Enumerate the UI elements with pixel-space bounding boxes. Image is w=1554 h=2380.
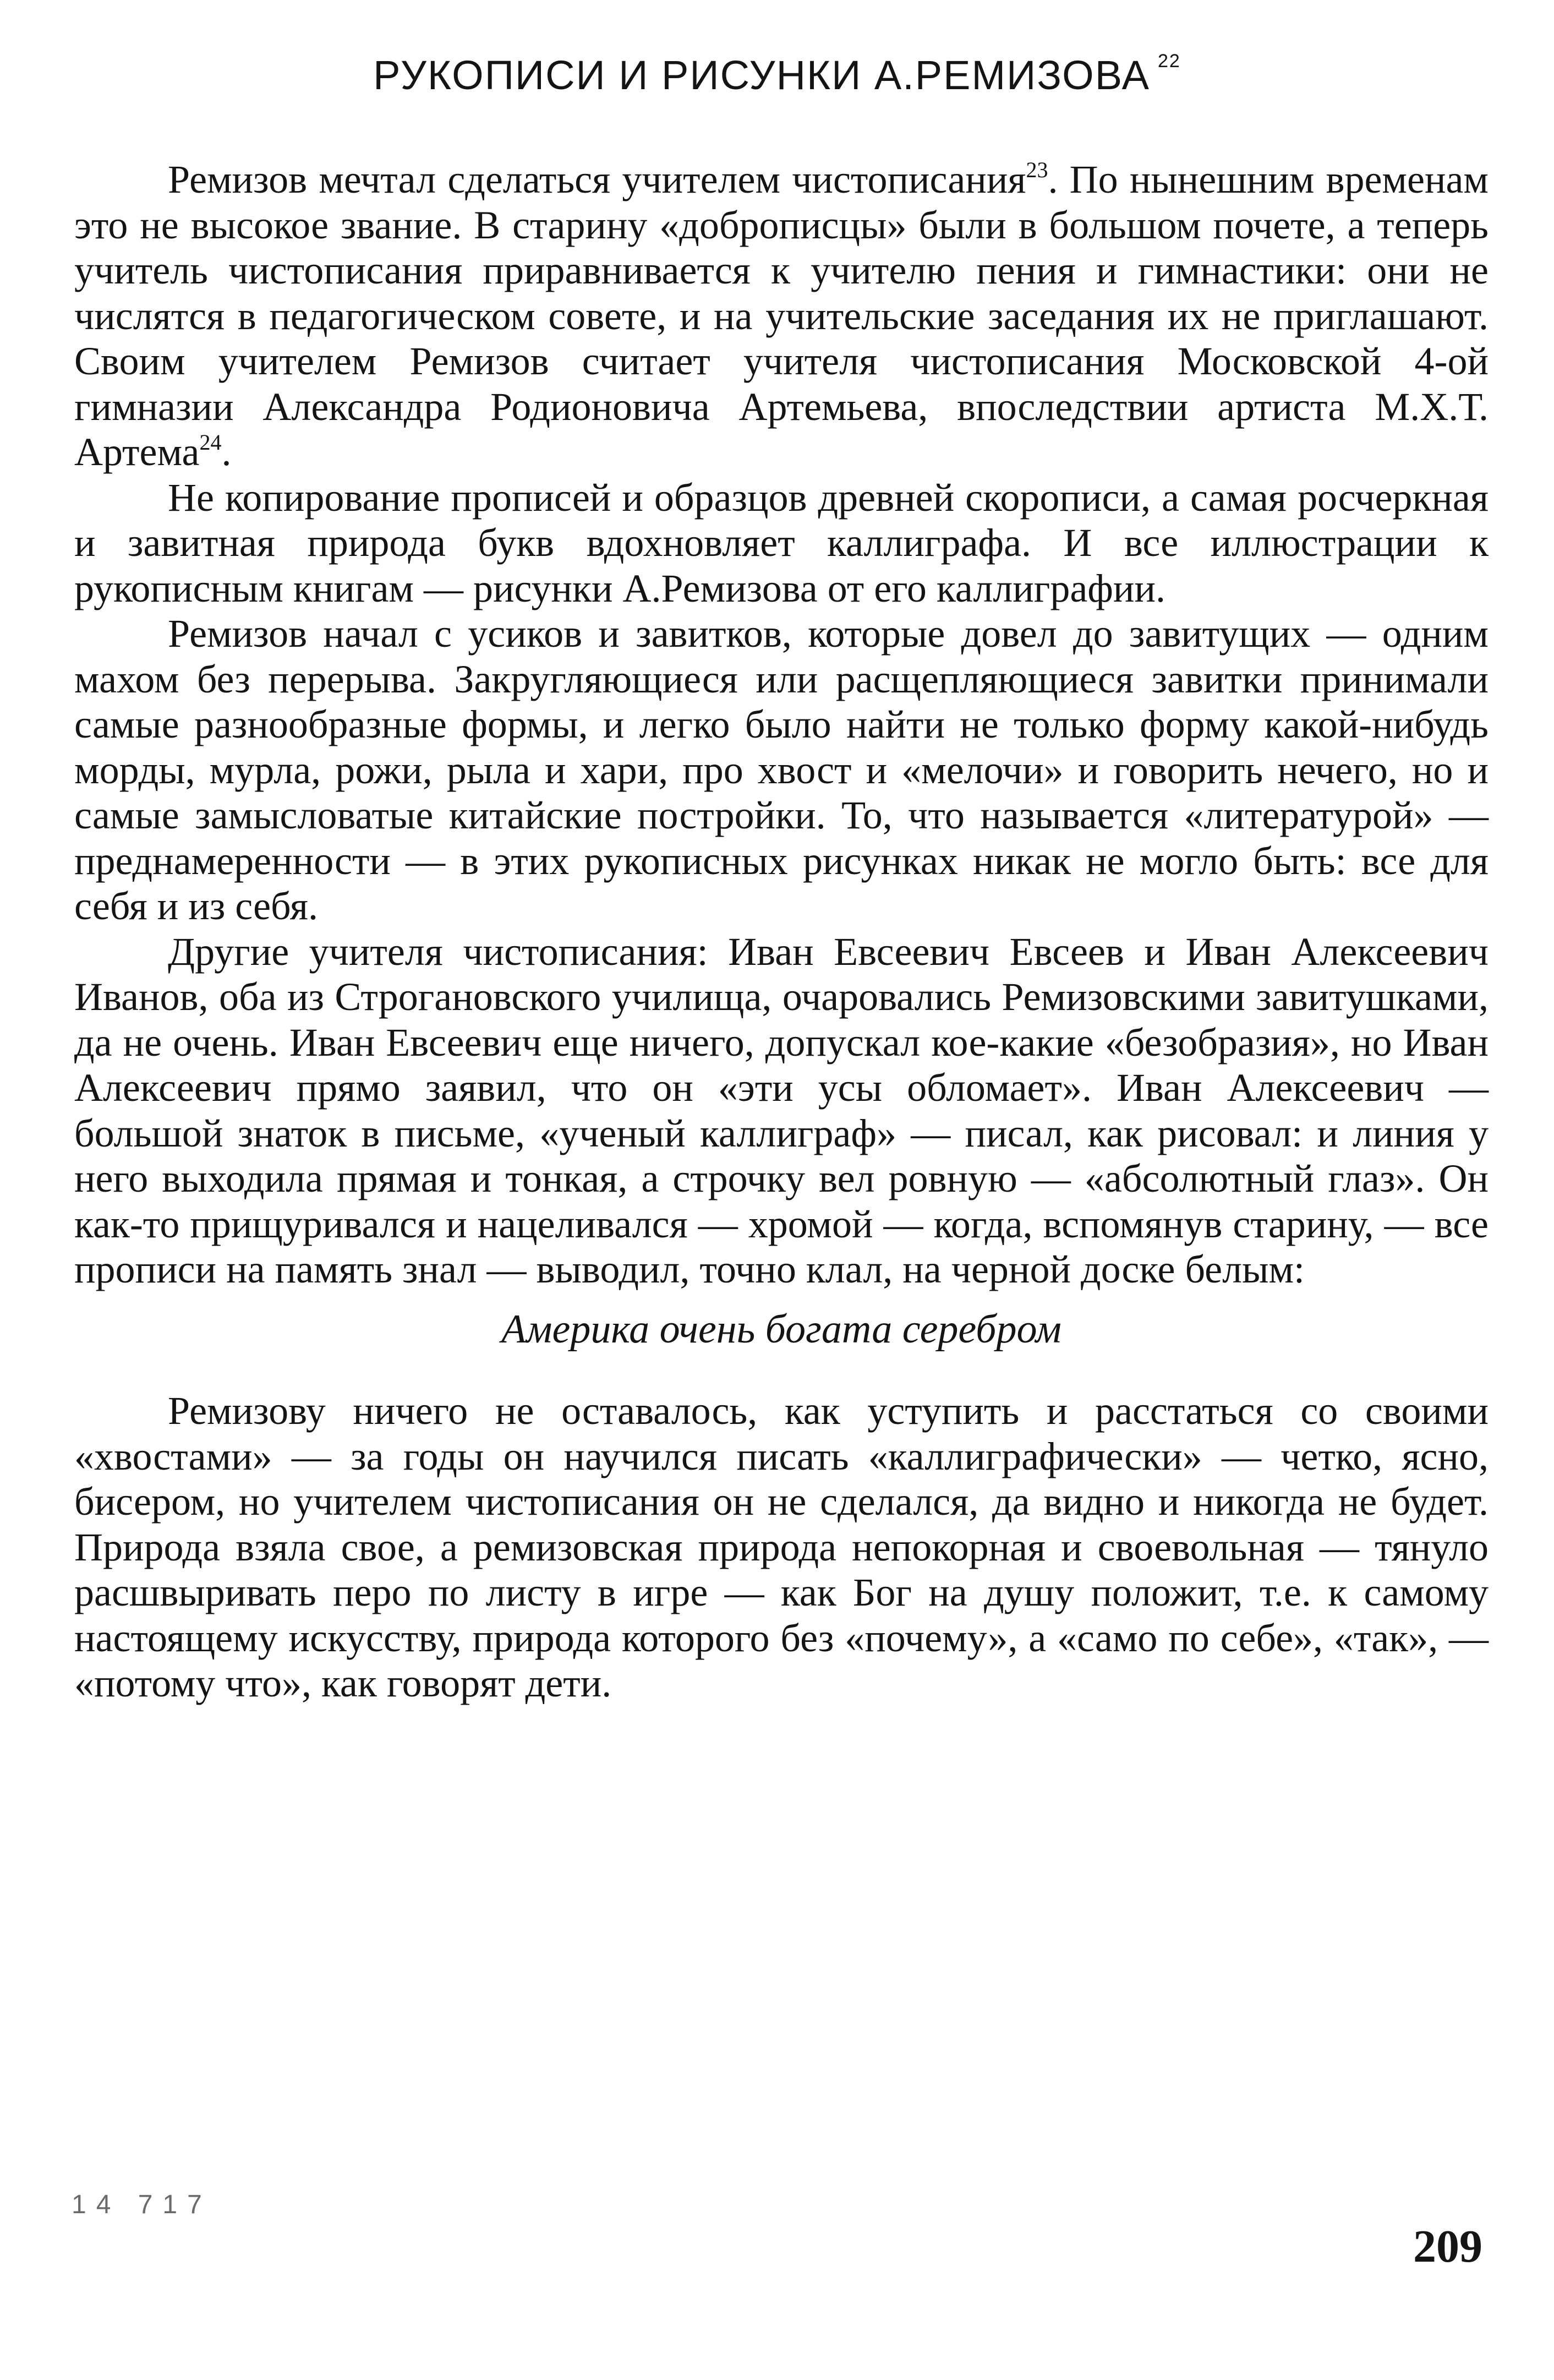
paragraph-1-text-b: . По нынешним временам это не высокое звание. В старину «доброписцы» были в большом почете, а теперь учитель чистописания приравнивается к учителю пения и гимнастики: они не числятся в педагогическом совете, и на учительские заседания их не приглашают. Своим учителем Ремизов считает учителя чистописания Московской 4-ой гимназии Александра Родионовича Артемьева, впоследствии артиста М.Х.Т. Артема: [74, 157, 1489, 474]
footnote-ref-23: 23: [1026, 157, 1048, 182]
paragraph-1-text-a: Ремизов мечтал сделаться учителем чистописания: [168, 157, 1026, 201]
paragraph-1-text-c: .: [221, 430, 232, 474]
paragraph-2: Не копирование прописей и образцов древней скорописи, а самая росчеркная и завитная природа букв вдохновляет каллиграфа. И все иллюстрации к рукописным книгам — рисунки А.Ремизова от его каллиграфии.: [74, 475, 1489, 610]
text-body: [74, 157, 1489, 1706]
paragraph-3: Ремизов начал с усиков и завитков, которые довел до завитущих — одним махом без перерыва. Закругляющиеся или расщепляющиеся завитки принимали самые разнообразные формы, и легко было найти не только форму какой-нибудь морды, мурла, рожи, рыла и хари, про хвост и «мелочи» и говорить нечего, но и самые замысловатые китайские постройки. То, что называется «литературой» — преднамеренности — в этих рукописных рисунках никак не могло быть: все для себя и из себя.: [74, 612, 1489, 928]
running-header-title: РУКОПИСИ И РИСУНКИ А.РЕМИЗОВА: [373, 52, 1151, 98]
page-number: 209: [1413, 2221, 1482, 2272]
footnote-ref-24: 24: [199, 430, 222, 455]
printer-signature-mark: 14 717: [72, 2190, 212, 2219]
footnote-ref-22: 22: [1158, 51, 1181, 72]
paragraph-4: Другие учителя чистописания: Иван Евсеевич Евсеев и Иван Алексеевич Иванов, оба из Строгановского училища, очаровались Ремизовскими завитушками, да не очень. Иван Евсеевич еще ничего, допускал кое-какие «безобразия», но Иван Алексеевич прямо заявил, что он «эти усы обломает». Иван Алексеевич — большой знаток в письме, «ученый каллиграф» — писал, как рисовал: и линия у него выходила прямая и тонкая, а строчку вел ровную — «абсолютный глаз». Он как-то прищуривался и нацеливался — хромой — когда, вспомянув старину, — все прописи на память знал — выводил, точно клал, на черной доске белым:: [74, 929, 1489, 1291]
paragraph-1: [74, 157, 1489, 475]
running-header: [0, 51, 1554, 98]
epigraph: Америка очень богата серебром: [501, 1306, 1061, 1352]
closing-paragraph: Ремизову ничего не оставалось, как уступить и расстаться со своими «хвостами» — за годы он научился писать «каллиграфически» — четко, ясно, бисером, но учителем чистописания он не сделался, да видно и никогда не будет. Природа взяла свое, а ремизовская природа непокорная и своевольная — тянуло расшвыривать перо по листу в игре — как Бог на душу положит, т.е. к самому настоящему искусству, природа которого без «почему», а «само по себе», «так», — «потому что», как говорят дети.: [74, 1389, 1489, 1705]
